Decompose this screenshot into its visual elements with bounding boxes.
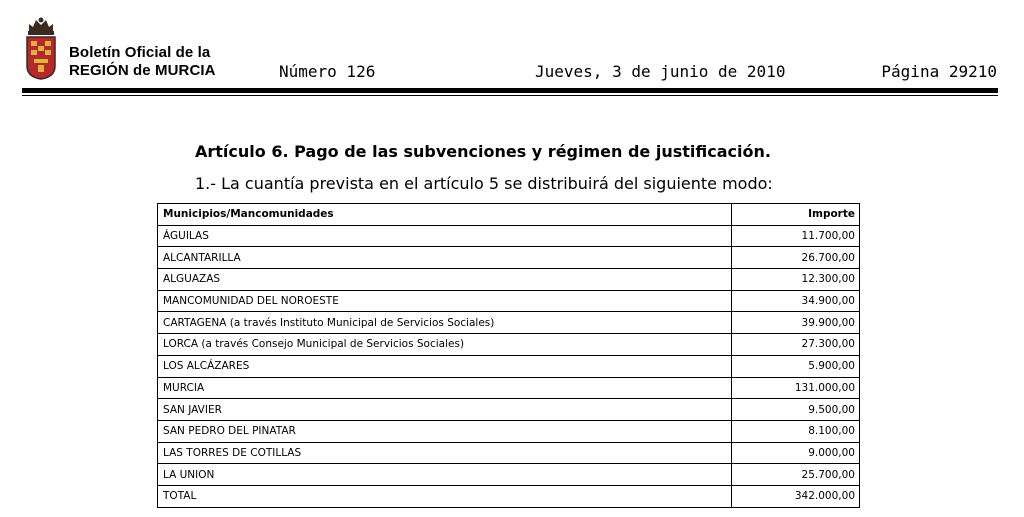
table-row — [158, 312, 860, 334]
row-amount: 131.000,00 — [732, 377, 860, 399]
row-amount: 11.700,00 — [732, 225, 860, 247]
region-crest-icon — [24, 16, 58, 80]
row-name: SAN JAVIER — [158, 399, 732, 421]
table-row — [158, 377, 860, 399]
article-paragraph: 1.- La cuantía prevista en el artículo 5 se distribuirá del siguiente modo: — [195, 174, 773, 193]
row-amount: 5.900,00 — [732, 355, 860, 377]
row-amount: 39.900,00 — [732, 312, 860, 334]
publication-name — [69, 44, 216, 80]
row-name: ÁGUILAS — [158, 225, 732, 247]
total-amount: 342.000,00 — [732, 485, 860, 507]
table-row — [158, 290, 860, 312]
row-amount: 8.100,00 — [732, 420, 860, 442]
publication-line-2: REGIÓN de MURCIA — [69, 62, 216, 79]
publication-line-1: Boletín Oficial de la — [69, 44, 211, 61]
row-amount: 26.700,00 — [732, 247, 860, 269]
table-row — [158, 399, 860, 421]
table-total-row — [158, 485, 860, 507]
total-label: TOTAL — [158, 485, 732, 507]
header-divider-thin — [22, 95, 998, 96]
issue-number: Número 126 — [279, 62, 376, 81]
header-divider-thick — [22, 88, 998, 93]
row-amount: 9.500,00 — [732, 399, 860, 421]
row-name: SAN PEDRO DEL PINATAR — [158, 420, 732, 442]
article-title: Artículo 6. Pago de las subvenciones y régimen de justificación. — [195, 142, 771, 161]
row-name: ALCANTARILLA — [158, 247, 732, 269]
page-number: Página 29210 — [881, 62, 997, 81]
table-row — [158, 464, 860, 486]
table-row — [158, 269, 860, 291]
table-row — [158, 355, 860, 377]
row-name: CARTAGENA (a través Instituto Municipal de Servicios Sociales) — [158, 312, 732, 334]
row-name: MURCIA — [158, 377, 732, 399]
issue-date: Jueves, 3 de junio de 2010 — [535, 62, 786, 81]
row-name: LA UNION — [158, 464, 732, 486]
row-name: LORCA (a través Consejo Municipal de Servicios Sociales) — [158, 334, 732, 356]
column-header-importe: Importe — [732, 204, 860, 226]
table-row — [158, 442, 860, 464]
row-name: LOS ALCÁZARES — [158, 355, 732, 377]
column-header-municipios: Municipios/Mancomunidades — [158, 204, 732, 226]
table-header-row — [158, 204, 860, 226]
row-name: MANCOMUNIDAD DEL NOROESTE — [158, 290, 732, 312]
table-row — [158, 247, 860, 269]
row-amount: 25.700,00 — [732, 464, 860, 486]
row-amount: 34.900,00 — [732, 290, 860, 312]
row-amount: 9.000,00 — [732, 442, 860, 464]
distribution-table — [157, 203, 860, 508]
table-row — [158, 334, 860, 356]
row-amount: 12.300,00 — [732, 269, 860, 291]
table-row — [158, 420, 860, 442]
table-row — [158, 225, 860, 247]
row-amount: 27.300,00 — [732, 334, 860, 356]
row-name: LAS TORRES DE COTILLAS — [158, 442, 732, 464]
row-name: ALGUAZAS — [158, 269, 732, 291]
